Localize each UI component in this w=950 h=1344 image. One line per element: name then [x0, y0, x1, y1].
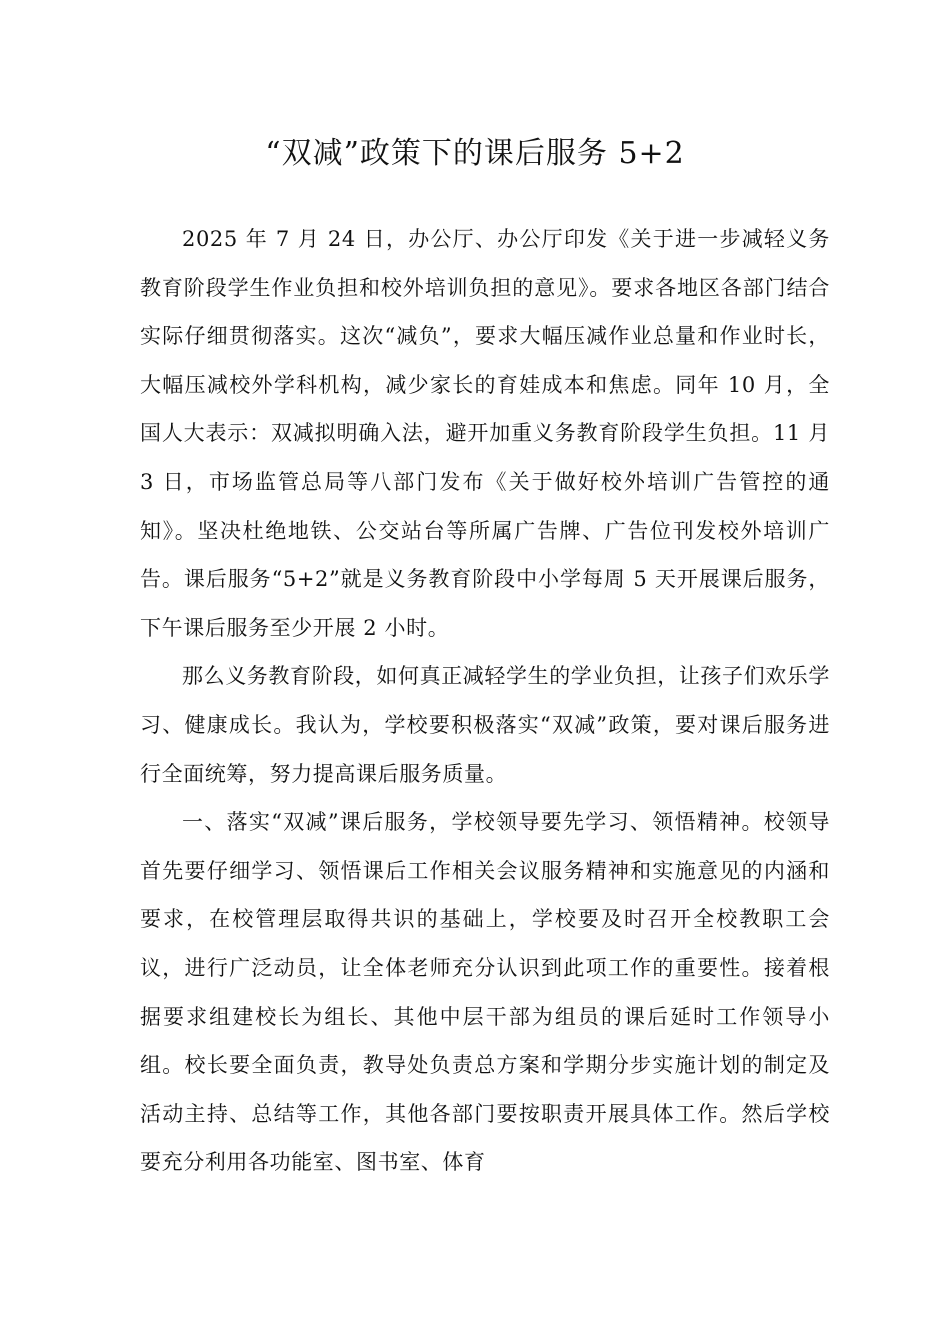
paragraph-1: 2025 年 7 月 24 日，办公厅、办公厅印发《关于进一步减轻义务教育阶段学生作业负担和校外培训负担的意见》。要求各地区各部门结合实际仔细贯彻落实。这次“减负”，要求大幅压减作业总量和作业时长，大幅压减校外学科机构，减少家长的育娃成本和焦虑。同年 10 月，全国人大表示：双减拟明确入法，避开加重义务教育阶段学生负担。11 月 3 日，市场监管总局等八部门发布《关于做好校外培训广告管控的通知》。坚决杜绝地铁、公交站台等所属广告牌、广告位刊发校外培训广告。课后服务“5+2”就是义务教育阶段中小学每周 5 天开展课后服务，下午课后服务至少开展 2 小时。: [140, 227, 830, 640]
paragraph-2: 那么义务教育阶段，如何真正减轻学生的学业负担，让孩子们欢乐学习、健康成长。我认为，学校要积极落实“双减”政策，要对课后服务进行全面统筹，努力提高课后服务质量。: [140, 664, 830, 786]
paragraph-3: 一、落实“双减”课后服务，学校领导要先学习、领悟精神。校领导首先要仔细学习、领悟课后工作相关会议服务精神和实施意见的内涵和要求，在校管理层取得共识的基础上，学校要及时召开全校教职工会议，进行广泛动员，让全体老师充分认识到此项工作的重要性。接着根据要求组建校长为组长、其他中层干部为组员的课后延时工作领导小组。校长要全面负责，教导处负责总方案和学期分步实施计划的制定及活动主持、总结等工作，其他各部门要按职责开展具体工作。然后学校要充分利用各功能室、图书室、体育: [140, 810, 830, 1175]
document-body: [140, 215, 830, 1187]
document-title: “双减”政策下的课后服务 5+2: [265, 136, 685, 171]
